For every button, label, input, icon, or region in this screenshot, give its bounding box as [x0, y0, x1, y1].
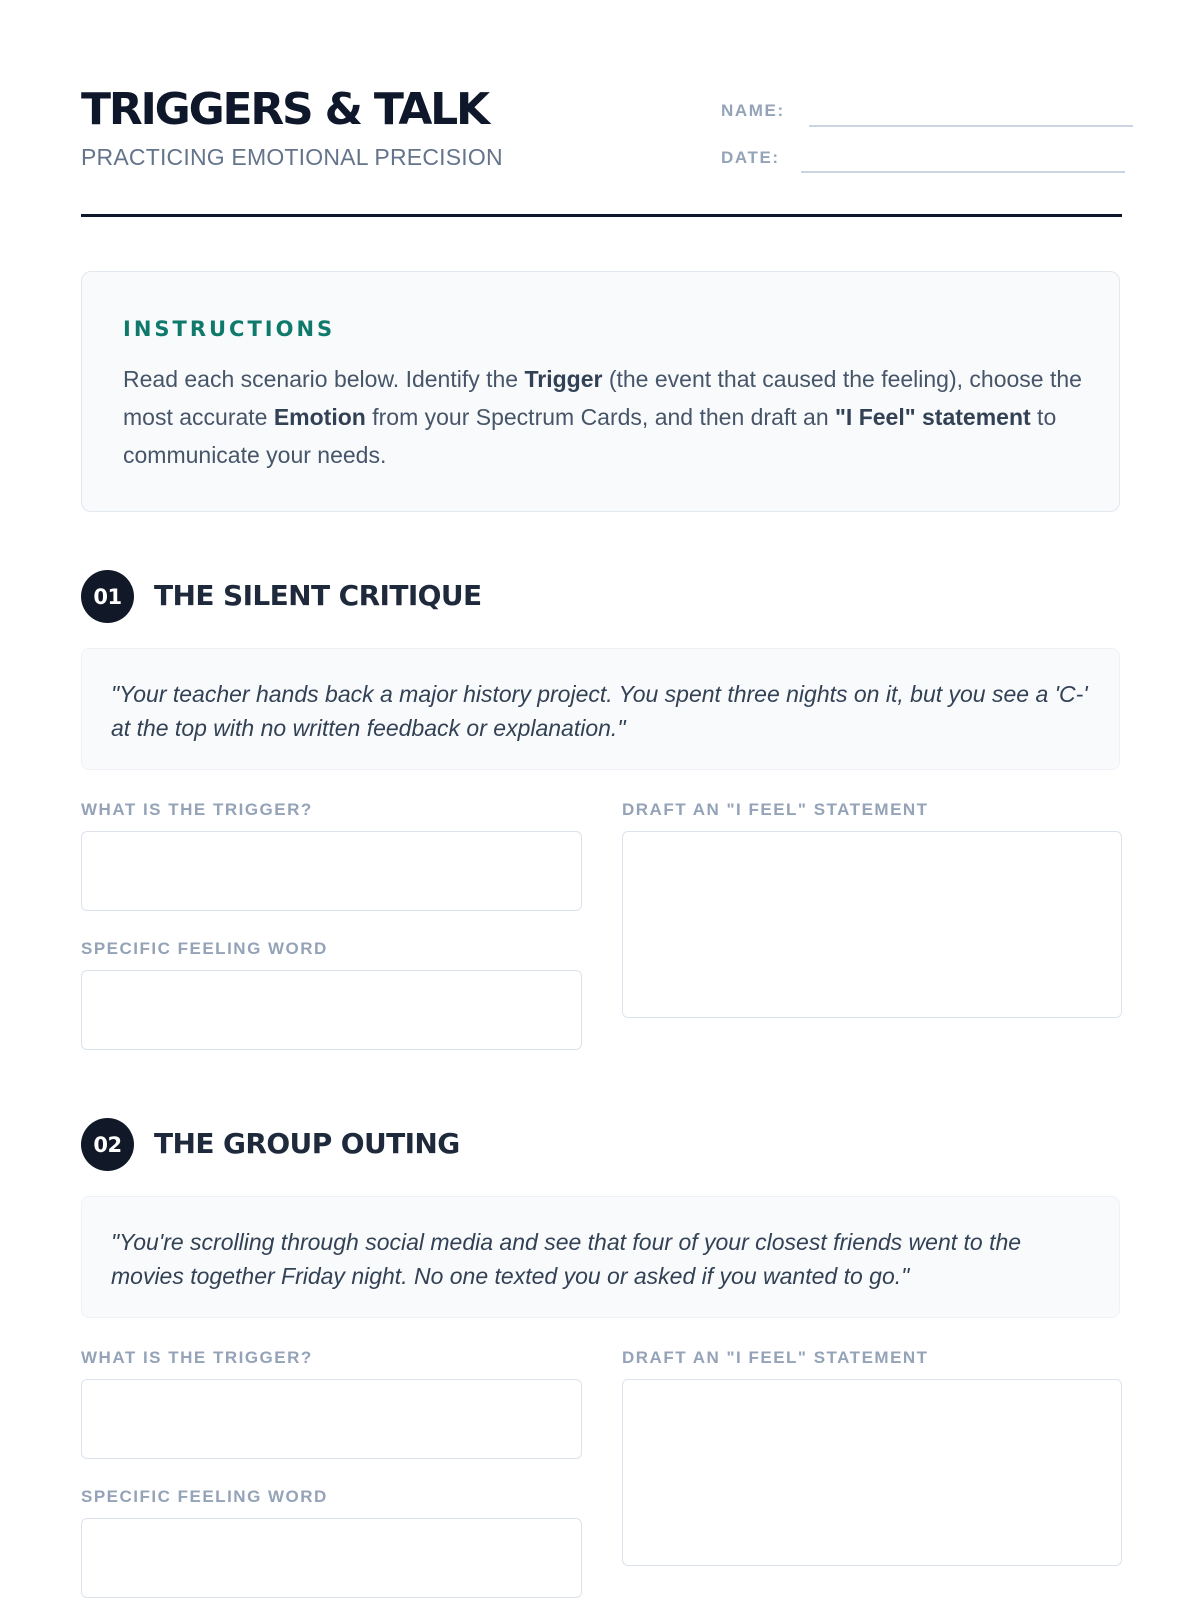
i-feel-statement-input[interactable] — [622, 1379, 1122, 1566]
feeling-word-label: SPECIFIC FEELING WORD — [81, 939, 328, 958]
date-field[interactable] — [801, 171, 1125, 173]
i-feel-statement-label: DRAFT AN "I FEEL" STATEMENT — [622, 800, 929, 819]
instructions-text — [123, 360, 1083, 474]
date-label: DATE: — [721, 148, 780, 167]
scenario-number-badge: 01 — [81, 570, 134, 623]
trigger-input[interactable] — [81, 1379, 582, 1459]
trigger-label: WHAT IS THE TRIGGER? — [81, 800, 313, 819]
scenario-title: THE GROUP OUTING — [154, 1127, 460, 1160]
scenario-text: "Your teacher hands back a major history project. You spent three nights on it, but you see a 'C-' at the top with no written feedback or explanation." — [81, 648, 1120, 770]
feeling-word-input[interactable] — [81, 970, 582, 1050]
header-divider — [81, 214, 1122, 217]
i-feel-statement-input[interactable] — [622, 831, 1122, 1018]
instructions-text-part: Read each scenario below. Identify the — [123, 366, 525, 392]
trigger-label: WHAT IS THE TRIGGER? — [81, 1348, 313, 1367]
instructions-text-part: from your Spectrum Cards, and then draft an — [365, 404, 836, 430]
feeling-word-input[interactable] — [81, 1518, 582, 1598]
instructions-heading: INSTRUCTIONS — [123, 317, 336, 341]
instructions-text-part: to communicate your needs. — [123, 404, 1057, 468]
name-field[interactable] — [809, 125, 1133, 127]
instructions-keyword-trigger: Trigger — [524, 366, 603, 392]
scenario-number-badge: 02 — [81, 1118, 134, 1171]
instructions-keyword-statement: "I Feel" statement — [835, 404, 1031, 430]
scenario-text: "You're scrolling through social media and see that four of your closest friends went to the movies together Friday night. No one texted you or asked if you wanted to go." — [81, 1196, 1120, 1318]
page-title: TRIGGERS & TALK — [81, 84, 488, 135]
instructions-keyword-emotion: Emotion — [273, 404, 366, 430]
page-subtitle: PRACTICING EMOTIONAL PRECISION — [81, 144, 503, 170]
trigger-input[interactable] — [81, 831, 582, 911]
instructions-panel — [81, 271, 1120, 512]
name-label: NAME: — [721, 101, 785, 120]
scenario-title: THE SILENT CRITIQUE — [154, 579, 482, 612]
instructions-text-part: (the event that caused the feeling), choose the most accurate — [123, 366, 1082, 430]
i-feel-statement-label: DRAFT AN "I FEEL" STATEMENT — [622, 1348, 929, 1367]
feeling-word-label: SPECIFIC FEELING WORD — [81, 1487, 328, 1506]
